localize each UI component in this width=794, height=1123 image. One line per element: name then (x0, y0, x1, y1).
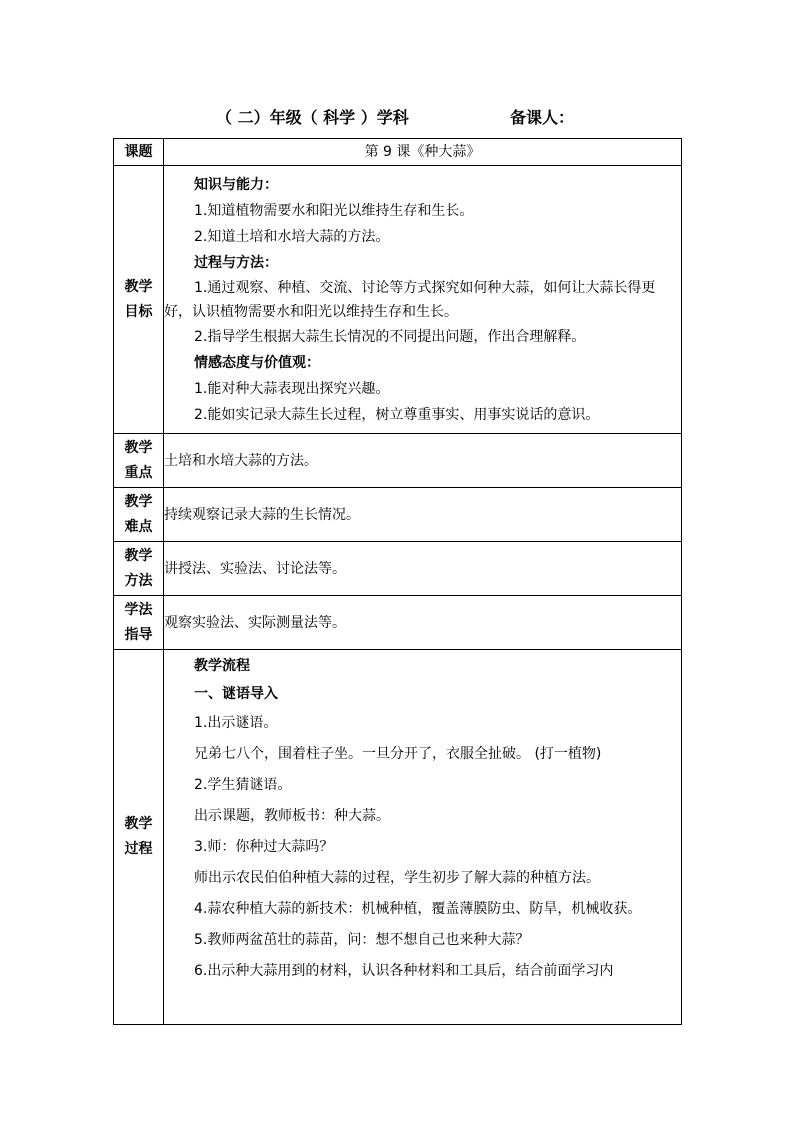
emotion-item-1: 1.能对种大蒜表现出探究兴趣。 (194, 380, 390, 397)
procedure-step-3: 3.师：你种过大蒜吗？ (194, 839, 334, 855)
difficulty-label-line-2: 难点 (124, 518, 153, 535)
study-guide-label-line-2: 指导 (124, 626, 153, 643)
procedure-step-6: 6.出示种大蒜用到的材料，认识各种材料和工具后，结合前面学习内 (194, 963, 614, 979)
method-label (114, 542, 164, 596)
procedure-farmer: 师出示农民伯伯种植大蒜的过程，学生初步了解大蒜的种植方法。 (194, 870, 600, 886)
emotion-heading: 情感态度与价值观： (194, 354, 320, 371)
procedure-step-4: 4.蒜农种植大蒜的新技术：机械种植，覆盖薄膜防虫、防旱，机械收获。 (194, 901, 642, 917)
goals-content (164, 166, 682, 434)
topic-row (114, 139, 682, 166)
key-point-label-line-2: 重点 (124, 464, 153, 481)
procedure-label-line-2: 过程 (124, 841, 153, 857)
key-point-value: 土培和水培大蒜的方法。 (164, 434, 682, 488)
topic-value: 第 9 课《种大蒜》 (164, 139, 682, 166)
goals-label-line-1: 教学 (124, 278, 153, 295)
procedure-label (114, 650, 164, 1025)
key-point-row (114, 434, 682, 488)
procedure-row (114, 650, 682, 1025)
procedure-label-line-1: 教学 (124, 816, 153, 832)
goals-label (114, 166, 164, 434)
process-item-2: 2.指导学生根据大蒜生长情况的不同提出问题，作出合理解释。 (194, 328, 586, 345)
key-point-label (114, 434, 164, 488)
method-label-line-1: 教学 (124, 547, 153, 564)
knowledge-item-2: 2.知道土培和水培大蒜的方法。 (194, 228, 390, 245)
procedure-riddle: 兄弟七八个，围着柱子坐。一旦分开了，衣服全扯破。 (打一植物) (194, 746, 602, 762)
emotion-item-2: 2.能如实记录大蒜生长过程，树立尊重事实、用事实说话的意识。 (194, 406, 600, 423)
method-value: 讲授法、实验法、讨论法等。 (164, 542, 682, 596)
study-guide-label-line-1: 学法 (124, 601, 153, 618)
procedure-content (164, 650, 682, 1025)
procedure-heading: 教学流程 (194, 658, 250, 674)
study-guide-label (114, 596, 164, 650)
key-point-label-line-1: 教学 (124, 439, 153, 456)
lesson-plan-table (113, 138, 682, 1025)
study-guide-row (114, 596, 682, 650)
procedure-text-area (164, 652, 681, 1024)
procedure-step-5: 5.教师两盆茁壮的蒜苗，问：想不想自己也来种大蒜？ (194, 932, 530, 948)
preparer-label: 备课人： (510, 108, 575, 127)
procedure-section-1: 一、谜语导入 (194, 686, 278, 702)
difficulty-label-line-1: 教学 (124, 493, 153, 510)
goals-label-line-2: 目标 (124, 303, 153, 320)
difficulty-value: 持续观察记录大蒜的生长情况。 (164, 488, 682, 542)
difficulty-row (114, 488, 682, 542)
knowledge-item-1: 1.知道植物需要水和阳光以维持生存和生长。 (194, 202, 474, 219)
method-label-line-2: 方法 (124, 572, 153, 589)
process-heading: 过程与方法： (194, 254, 278, 271)
knowledge-heading: 知识与能力： (194, 176, 278, 193)
grade-subject-heading: （ 二）年级（ 科学 ）学科 (216, 108, 409, 127)
procedure-step-2: 2.学生猜谜语。 (194, 777, 292, 793)
procedure-step-1: 1.出示谜语。 (194, 715, 278, 731)
method-row (114, 542, 682, 596)
difficulty-label (114, 488, 164, 542)
study-guide-value: 观察实验法、实际测量法等。 (164, 596, 682, 650)
goals-row (114, 166, 682, 434)
process-item-1: 1.通过观察、种植、交流、讨论等方式探究如何种大蒜，如何让大蒜长得更好，认识植物需要水和阳光以维持生存和生长。 (164, 279, 656, 320)
topic-label: 课题 (114, 139, 164, 166)
page-header (0, 106, 794, 130)
procedure-board: 出示课题，教师板书：种大蒜。 (194, 808, 390, 824)
